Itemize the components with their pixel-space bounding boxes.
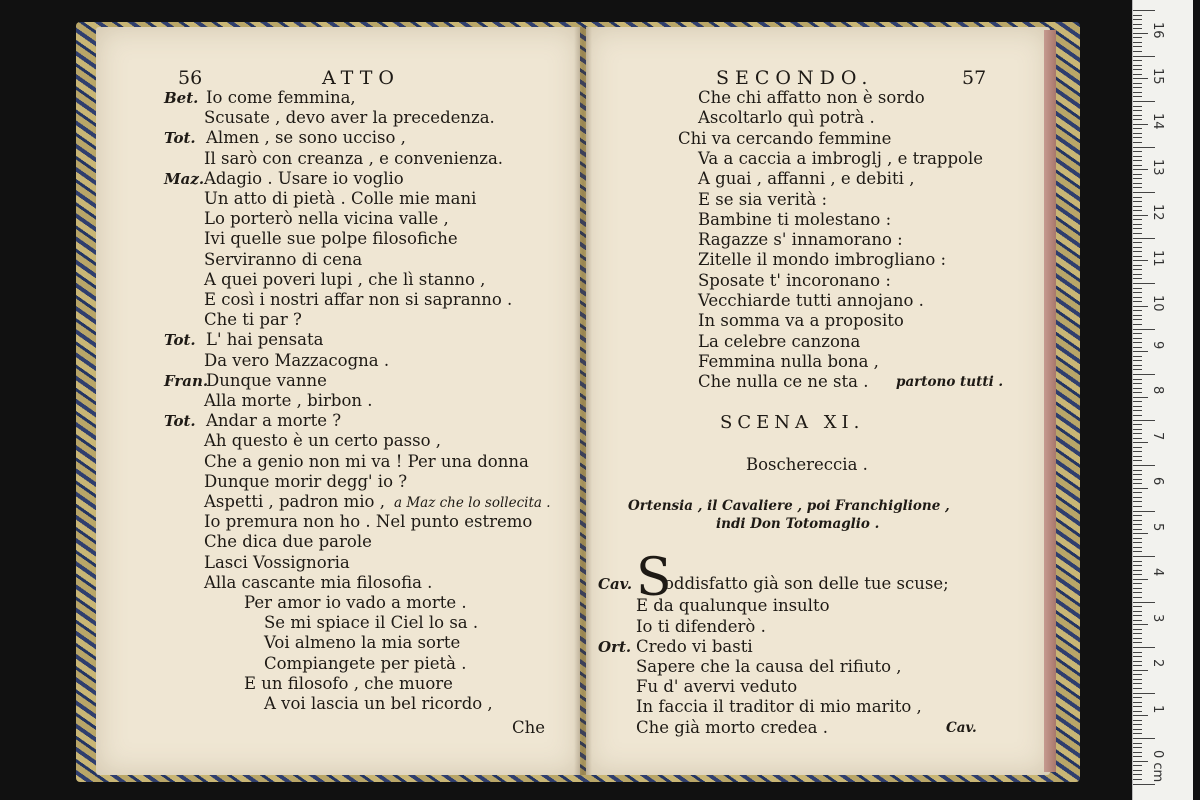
speaker-label: Cav. — [598, 575, 633, 593]
ruler-tick — [1133, 329, 1155, 330]
ruler-tick — [1133, 169, 1148, 170]
verse-line: Voi almeno la mia sorte — [264, 633, 461, 653]
ruler-tick — [1133, 369, 1142, 370]
ruler-tick — [1133, 260, 1148, 261]
ruler-tick — [1133, 597, 1142, 598]
ruler-tick — [1133, 347, 1142, 348]
verse-line: Femmina nulla bona , — [698, 351, 879, 371]
ruler-tick — [1133, 133, 1142, 134]
ruler-label: 13 — [1150, 158, 1165, 176]
ruler-tick — [1133, 611, 1142, 612]
verse-line: Credo vi basti — [636, 637, 753, 656]
ruler-tick — [1133, 679, 1142, 680]
ruler-tick — [1133, 92, 1142, 93]
ruler-tick — [1133, 579, 1148, 580]
ruler-tick — [1133, 219, 1142, 220]
ruler-label: 5 — [1150, 522, 1165, 531]
ruler-tick — [1133, 638, 1142, 639]
ruler-tick — [1133, 570, 1142, 571]
ruler-tick — [1133, 624, 1148, 625]
ruler-tick — [1133, 683, 1142, 684]
ruler-tick — [1133, 715, 1148, 716]
ruler-tick — [1133, 392, 1142, 393]
ruler-tick — [1133, 506, 1142, 507]
verse-line: Alla cascante mia filosofia . — [204, 572, 433, 592]
ruler-tick — [1133, 69, 1142, 70]
verse-line: Un atto di pietà . Colle mie mani — [204, 189, 477, 208]
ruler-tick — [1133, 124, 1148, 125]
ruler-tick — [1133, 697, 1142, 698]
ruler-label: 4 — [1150, 568, 1165, 577]
ruler-label: 15 — [1150, 67, 1165, 85]
ruler-tick — [1133, 693, 1155, 694]
verse-line: Adagio . Usare io voglio — [204, 168, 404, 188]
ruler-tick — [1133, 187, 1142, 188]
ruler-tick — [1133, 647, 1155, 648]
ruler-tick — [1133, 438, 1142, 439]
ruler-tick — [1133, 74, 1142, 75]
ruler-tick — [1133, 101, 1155, 102]
ruler-tick — [1133, 406, 1142, 407]
ruler-tick — [1133, 720, 1142, 721]
ruler-tick — [1133, 119, 1142, 120]
ruler-tick — [1133, 115, 1142, 116]
verse-line: A guai , affanni , e debiti , — [698, 169, 915, 189]
ruler-tick — [1133, 410, 1142, 411]
ruler-tick — [1133, 178, 1142, 179]
ruler-tick — [1133, 738, 1155, 739]
ruler-tick — [1133, 292, 1142, 293]
ruler-tick — [1133, 78, 1148, 79]
ruler-tick — [1133, 592, 1142, 593]
verse-line: Lasci Vossignoria — [204, 552, 350, 572]
ruler-tick — [1133, 356, 1142, 357]
ruler-label: 8 — [1150, 386, 1165, 395]
ruler-tick — [1133, 215, 1148, 216]
ruler-label: 1 — [1150, 704, 1165, 713]
measuring-ruler — [1132, 0, 1193, 800]
ruler-tick — [1133, 547, 1142, 548]
ruler-tick — [1133, 37, 1142, 38]
ruler-tick — [1133, 374, 1155, 375]
ruler-tick — [1133, 315, 1142, 316]
ruler-tick — [1133, 401, 1142, 402]
ruler-tick — [1133, 288, 1142, 289]
ruler-tick — [1133, 383, 1142, 384]
ruler-tick — [1133, 620, 1142, 621]
scene-title: SCENA XI. — [720, 412, 865, 433]
ruler-tick — [1133, 633, 1142, 634]
ruler-tick — [1133, 451, 1142, 452]
right-page-number: 57 — [962, 67, 987, 89]
ruler-tick — [1133, 711, 1142, 712]
ruler-tick — [1133, 656, 1142, 657]
verse-line: Zitelle il mondo imbrogliano : — [698, 250, 947, 270]
ruler-tick — [1133, 424, 1142, 425]
verse-line: Che chi affatto non è sordo — [698, 88, 925, 107]
verse-line: Dunque vanne — [206, 370, 327, 390]
ruler-tick — [1133, 583, 1142, 584]
scene-characters-line1: Ortensia , il Cavaliere , poi Franchiglione , — [628, 498, 950, 514]
ruler-tick — [1133, 379, 1142, 380]
verse-line: Aspetti , padron mio , — [204, 492, 385, 511]
ruler-tick — [1133, 360, 1142, 361]
left-catchword: Che — [512, 718, 546, 737]
ruler-tick — [1133, 183, 1142, 184]
ruler-label: 11 — [1150, 249, 1165, 267]
right-catchword: Cav. — [946, 720, 977, 736]
ruler-tick — [1133, 24, 1142, 25]
ruler-tick — [1133, 761, 1148, 762]
ruler-tick — [1133, 538, 1142, 539]
verse-line: Che già morto credea . — [636, 718, 829, 737]
verse-line: Io premura non ho . Nel punto estremo — [204, 512, 533, 532]
speaker-label: Tot. — [164, 129, 196, 148]
ruler-tick — [1133, 433, 1142, 434]
verse-line: Io ti difenderò . — [636, 617, 766, 636]
ruler-tick — [1133, 142, 1142, 143]
ruler-tick — [1133, 661, 1142, 662]
verse-line: L' hai pensata — [206, 330, 324, 350]
verse-line: Ragazze s' innamorano : — [698, 230, 903, 250]
speaker-label: Tot. — [164, 331, 196, 350]
speaker-label: Maz. — [164, 169, 205, 188]
ruler-label: 14 — [1150, 113, 1165, 130]
ruler-label: 10 — [1150, 295, 1165, 312]
ruler-tick — [1133, 224, 1142, 225]
ruler-tick — [1133, 642, 1142, 643]
ruler-tick — [1133, 19, 1142, 20]
ruler-label: 6 — [1150, 477, 1165, 486]
ruler-tick — [1133, 60, 1142, 61]
ruler-tick — [1133, 87, 1142, 88]
verse-line: E se sia verità : — [698, 189, 828, 209]
ruler-tick — [1133, 333, 1142, 334]
ruler-tick — [1133, 747, 1142, 748]
verse-line: Alla morte , birbon . — [204, 391, 373, 410]
ruler-tick — [1133, 533, 1148, 534]
speaker-label: Ort. — [598, 638, 632, 656]
ruler-tick — [1133, 106, 1142, 107]
ruler-tick — [1133, 447, 1142, 448]
book-gutter — [574, 27, 592, 775]
ruler-tick — [1133, 46, 1142, 47]
ruler-tick — [1133, 228, 1142, 229]
verse-line: Che ti par ? — [204, 310, 302, 330]
ruler-tick — [1133, 65, 1142, 66]
ruler-tick — [1133, 42, 1142, 43]
ruler-tick — [1133, 256, 1142, 257]
ruler-tick — [1133, 602, 1155, 603]
ruler-tick — [1133, 429, 1142, 430]
ruler-tick — [1133, 365, 1142, 366]
ruler-tick — [1133, 615, 1142, 616]
verse-line: La celebre canzona — [698, 331, 861, 351]
verse-line: Ivi quelle sue polpe filosofiche — [204, 229, 458, 249]
ruler-tick — [1133, 706, 1142, 707]
ruler-tick — [1133, 192, 1155, 193]
ruler-tick — [1133, 670, 1148, 671]
ruler-tick — [1133, 269, 1142, 270]
ruler-tick — [1133, 174, 1142, 175]
ruler-tick — [1133, 137, 1142, 138]
ruler-tick — [1133, 456, 1142, 457]
ruler-tick — [1133, 629, 1142, 630]
verse-line: Per amor io vado a morte . — [244, 593, 467, 612]
ruler-tick — [1133, 351, 1148, 352]
ruler-tick — [1133, 688, 1142, 689]
ruler-tick — [1133, 301, 1142, 302]
verse-line: Dunque morir degg' io ? — [204, 471, 408, 491]
ruler-tick — [1133, 278, 1142, 279]
speaker-label: Fran. — [164, 371, 209, 390]
ruler-tick — [1133, 442, 1148, 443]
ruler-tick — [1133, 551, 1142, 552]
verse-line: Da vero Mazzacogna . — [204, 350, 390, 370]
ruler-tick — [1133, 765, 1142, 766]
verse-line: Fu d' avervi veduto — [636, 677, 798, 696]
ruler-tick — [1133, 96, 1142, 97]
ruler-tick — [1133, 465, 1155, 466]
ruler-tick — [1133, 743, 1142, 744]
ruler-tick — [1133, 606, 1142, 607]
ruler-tick — [1133, 397, 1148, 398]
verse-line: Almen , se sono ucciso , — [206, 128, 406, 148]
ruler-tick — [1133, 474, 1142, 475]
ruler-tick — [1133, 565, 1142, 566]
scene-setting: Boschereccia . — [746, 455, 868, 474]
speaker-label: Tot. — [164, 412, 196, 431]
ruler-tick — [1133, 247, 1142, 248]
verse-line: A quei poveri lupi , che lì stanno , — [204, 269, 486, 289]
ruler-tick — [1133, 511, 1155, 512]
ruler-tick — [1133, 415, 1142, 416]
verse-line: E così i nostri affar non si sapranno . — [204, 290, 513, 309]
ruler-tick — [1133, 542, 1142, 543]
ruler-tick — [1133, 492, 1142, 493]
ruler-tick — [1133, 752, 1142, 753]
verse-line: Che nulla ce ne sta . — [698, 372, 869, 392]
ruler-tick — [1133, 210, 1142, 211]
ruler-tick — [1133, 242, 1142, 243]
ruler-tick — [1133, 28, 1142, 29]
scene-characters-line2: indi Don Totomaglio . — [716, 516, 880, 532]
verse-line: Io come femmina, — [206, 88, 356, 107]
verse-line: Serviranno di cena — [204, 249, 363, 269]
ruler-tick — [1133, 488, 1148, 489]
ruler-tick — [1133, 529, 1142, 530]
ruler-label: 9 — [1150, 340, 1165, 349]
ruler-label: 2 — [1150, 659, 1165, 668]
ruler-label: 7 — [1150, 431, 1165, 440]
verse-line: Vecchiarde tutti annojano . — [698, 291, 924, 310]
verse-line: In faccia il traditor di mio marito , — [636, 697, 922, 716]
ruler-label: 16 — [1150, 22, 1165, 39]
verse-line: Ascoltarlo quì potrà . — [698, 108, 875, 128]
ruler-tick — [1133, 483, 1142, 484]
ruler-tick — [1133, 388, 1142, 389]
ruler-tick — [1133, 201, 1142, 202]
verse-line: E da qualunque insulto — [636, 596, 830, 615]
ruler-tick — [1133, 520, 1142, 521]
verse-line: Sapere che la causa del rifiuto , — [636, 657, 902, 676]
ruler-tick — [1133, 665, 1142, 666]
verse-line: In somma va a proposito — [698, 311, 904, 331]
ruler-tick — [1133, 479, 1142, 480]
ruler-tick — [1133, 733, 1142, 734]
verse-line: Chi va cercando femmine — [678, 128, 892, 148]
ruler-tick — [1133, 724, 1142, 725]
ruler-tick — [1133, 779, 1142, 780]
ruler-label: 3 — [1150, 613, 1165, 622]
ruler-tick — [1133, 33, 1148, 34]
verse-line: Va a caccia a imbroglj , e trappole — [698, 148, 984, 168]
right-running-header: SECONDO. — [716, 67, 874, 89]
ruler-tick — [1133, 156, 1142, 157]
ruler-tick — [1133, 56, 1155, 57]
ruler-tick — [1133, 310, 1142, 311]
ruler-tick — [1133, 784, 1155, 785]
ruler-tick — [1133, 83, 1142, 84]
ruler-tick — [1133, 524, 1142, 525]
verse-line: oddisfatto già son delle tue scuse; — [664, 574, 949, 593]
ruler-tick — [1133, 251, 1142, 252]
ruler-tick — [1133, 147, 1155, 148]
page-edge — [1044, 30, 1056, 772]
ruler-tick — [1133, 324, 1142, 325]
ruler-tick — [1133, 297, 1142, 298]
ruler-tick — [1133, 420, 1155, 421]
ruler-tick — [1133, 497, 1142, 498]
left-page-number: 56 — [178, 67, 203, 89]
verse-line: Lo porterò nella vicina valle , — [204, 209, 449, 229]
ruler-tick — [1133, 319, 1142, 320]
ruler-tick — [1133, 501, 1142, 502]
verse-line: Il sarò con creanza , e convenienza. — [204, 148, 504, 168]
ruler-tick — [1133, 265, 1142, 266]
ruler-tick — [1133, 15, 1142, 16]
verse-line: Bambine ti molestano : — [698, 209, 892, 229]
stage-direction: a Maz che lo sollecita . — [394, 495, 551, 511]
verse-line: Compiangete per pietà . — [264, 653, 467, 673]
ruler-tick — [1133, 233, 1142, 234]
ruler-tick — [1133, 151, 1142, 152]
verse-line: A voi lascia un bel ricordo , — [264, 694, 493, 713]
ruler-tick — [1133, 206, 1142, 207]
ruler-tick — [1133, 160, 1142, 161]
ruler-tick — [1133, 561, 1142, 562]
ruler-tick — [1133, 702, 1142, 703]
verse-line: Sposate t' incoronano : — [698, 270, 891, 290]
ruler-tick — [1133, 306, 1148, 307]
stage-direction-exit: partono tutti . — [896, 374, 1004, 390]
drop-capital: S — [636, 548, 672, 608]
ruler-tick — [1133, 51, 1142, 52]
ruler-tick — [1133, 110, 1142, 111]
verse-line: Andar a morte ? — [206, 411, 342, 431]
ruler-tick — [1133, 729, 1142, 730]
ruler-tick — [1133, 460, 1142, 461]
verse-line: E un filosofo , che muore — [244, 673, 453, 693]
ruler-tick — [1133, 756, 1142, 757]
ruler-tick — [1133, 338, 1142, 339]
ruler-tick — [1133, 10, 1155, 11]
ruler-tick — [1133, 652, 1142, 653]
ruler-tick — [1133, 674, 1142, 675]
ruler-tick — [1133, 470, 1142, 471]
ruler-label: 12 — [1150, 204, 1165, 221]
ruler-tick — [1133, 774, 1142, 775]
ruler-tick — [1133, 574, 1142, 575]
ruler-tick — [1133, 515, 1142, 516]
verse-line: Che a genio non mi va ! Per una donna — [204, 451, 529, 471]
ruler-tick — [1133, 128, 1142, 129]
ruler-tick — [1133, 556, 1155, 557]
verse-line: Ah questo è un certo passo , — [204, 431, 441, 451]
ruler-tick — [1133, 770, 1142, 771]
verse-line: Scusate , devo aver la precedenza. — [204, 108, 495, 128]
ruler-tick — [1133, 238, 1155, 239]
verse-line: Se mi spiace il Ciel lo sa . — [264, 613, 479, 633]
ruler-tick — [1133, 274, 1142, 275]
verse-line: Che dica due parole — [204, 532, 372, 552]
ruler-tick — [1133, 197, 1142, 198]
speaker-label: Bet. — [164, 89, 199, 107]
ruler-label: 0 cm — [1150, 750, 1165, 783]
ruler-tick — [1133, 588, 1142, 589]
ruler-tick — [1133, 283, 1155, 284]
ruler-tick — [1133, 165, 1142, 166]
left-running-header: ATTO — [322, 67, 400, 89]
ruler-tick — [1133, 342, 1142, 343]
